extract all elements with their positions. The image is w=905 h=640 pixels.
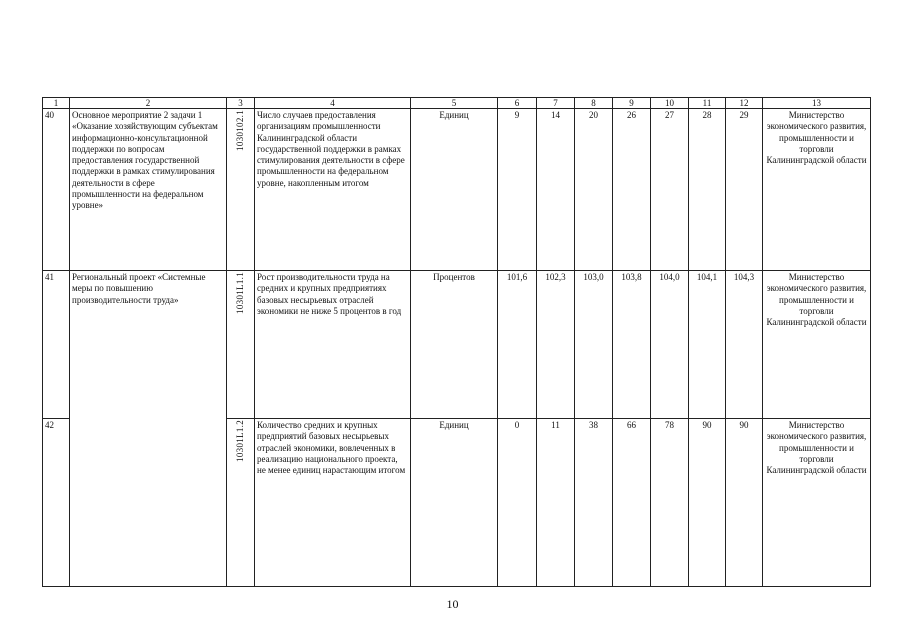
value-cell: 14 — [537, 109, 575, 271]
row-number: 40 — [43, 109, 70, 271]
value-cell: 90 — [726, 419, 763, 587]
header-cell-6: 6 — [498, 98, 537, 109]
header-cell-5: 5 — [411, 98, 498, 109]
responsible-body: Министерство экономического развития, промышленности и торговли Калининградской области — [763, 419, 871, 587]
table-row — [43, 109, 871, 271]
value-cell: 66 — [613, 419, 651, 587]
value-cell: 28 — [689, 109, 726, 271]
responsible-body: Министерство экономического развития, промышленности и торговли Калининградской области — [763, 109, 871, 271]
value-cell: 29 — [726, 109, 763, 271]
value-cell: 103,0 — [575, 271, 613, 419]
header-cell-4: 4 — [255, 98, 411, 109]
header-cell-2: 2 — [70, 98, 227, 109]
value-cell: 103,8 — [613, 271, 651, 419]
unit: Процентов — [411, 271, 498, 419]
indicator-code-text: 10301L1.2 — [234, 420, 245, 462]
row-number: 41 — [43, 271, 70, 419]
row-number: 42 — [43, 419, 70, 587]
value-cell: 90 — [689, 419, 726, 587]
header-cell-7: 7 — [537, 98, 575, 109]
value-cell: 78 — [651, 419, 689, 587]
value-cell: 20 — [575, 109, 613, 271]
value-cell: 9 — [498, 109, 537, 271]
value-cell: 104,0 — [651, 271, 689, 419]
indicator-name: Рост производительности труда на средних и крупных предприятиях базовых несырьевых отраслей экономики не ниже 5 процентов в год — [255, 271, 411, 419]
indicator-code — [227, 419, 255, 587]
header-row — [43, 98, 871, 109]
indicator-code-text: 1030102.1 — [234, 110, 245, 151]
indicator-code-text: 10301L1.1 — [234, 272, 245, 314]
value-cell: 38 — [575, 419, 613, 587]
indicator-name: Число случаев предоставления организациям промышленности Калининградской области государственной поддержки в рамках стимулирования деятельности в сфере промышленности на федеральном уровне, накопленным итогом — [255, 109, 411, 271]
unit: Единиц — [411, 419, 498, 587]
header-cell-10: 10 — [651, 98, 689, 109]
indicator-name: Количество средних и крупных предприятий базовых несырьевых отраслей экономики, вовлеченных в реализацию национального проекта, не менее единиц нарастающим итогом — [255, 419, 411, 587]
responsible-body: Министерство экономического развития, промышленности и торговли Калининградской области — [763, 271, 871, 419]
page-number: 10 — [446, 597, 459, 611]
value-cell: 101,6 — [498, 271, 537, 419]
value-cell: 27 — [651, 109, 689, 271]
value-cell: 26 — [613, 109, 651, 271]
header-cell-12: 12 — [726, 98, 763, 109]
header-cell-3: 3 — [227, 98, 255, 109]
indicators-table — [42, 97, 871, 587]
value-cell: 104,1 — [689, 271, 726, 419]
event-name: Региональный проект «Системные меры по повышению производительности труда» — [70, 271, 227, 587]
header-cell-13: 13 — [763, 98, 871, 109]
header-cell-1: 1 — [43, 98, 70, 109]
unit: Единиц — [411, 109, 498, 271]
value-cell: 104,3 — [726, 271, 763, 419]
indicator-code — [227, 109, 255, 271]
header-cell-11: 11 — [689, 98, 726, 109]
indicator-code — [227, 271, 255, 419]
header-cell-9: 9 — [613, 98, 651, 109]
event-name: Основное мероприятие 2 задачи 1 «Оказание хозяйствующим субъектам информационно-консультационной поддержки по вопросам предоставления государственной поддержки в рамках стимулирования деятельности в сфере промышленности на федеральном уровне» — [70, 109, 227, 271]
header-cell-8: 8 — [575, 98, 613, 109]
value-cell: 0 — [498, 419, 537, 587]
value-cell: 102,3 — [537, 271, 575, 419]
value-cell: 11 — [537, 419, 575, 587]
table-row — [43, 271, 871, 419]
